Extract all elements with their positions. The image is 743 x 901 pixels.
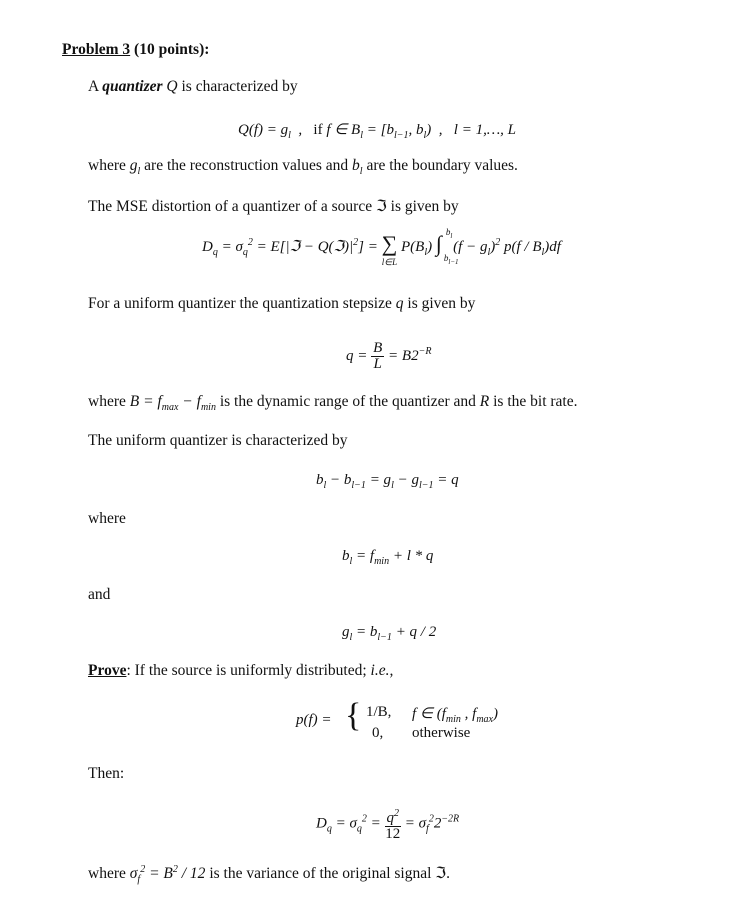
- mse-end: is given by: [390, 198, 459, 215]
- problem-heading: [62, 41, 209, 59]
- pdf-brace: {: [345, 697, 362, 734]
- where1-post: are the boundary values.: [366, 157, 518, 174]
- uniform-equation: $b_l - b_{l-1} = g_l - g_{l-1} = q$: [316, 472, 459, 491]
- where1-pre: where: [88, 157, 126, 174]
- range-line: where $B = f_{max} - f_{min}$ is the dynamic range of the quantizer and R is the bit rate.: [88, 393, 578, 414]
- where2-post: is the bit rate.: [493, 393, 578, 410]
- where-last-post: is the variance of the original signal: [209, 865, 432, 883]
- where-line: where: [88, 510, 126, 527]
- intro-var: Q: [166, 78, 178, 95]
- problem-label: Problem 3: [62, 41, 131, 58]
- boundary-equation: $b_l = f_{min} + l * q$: [342, 548, 434, 567]
- variance-line: where $\sigma_f^2 = B^2 / 12$ is the variance of the original signal ℑ.: [88, 864, 450, 886]
- mse-text: The MSE distortion of a quantizer of a source: [88, 198, 373, 215]
- pdf-case1-value: 1/B,: [366, 704, 392, 720]
- where-last-pre: where: [88, 865, 126, 883]
- pdf-case1-cond: f ∈ ($f_{min}$ , $f_{max}$): [412, 706, 498, 725]
- prove-text: : If the source is uniformly distributed;: [126, 662, 367, 679]
- then-line: Then:: [88, 765, 125, 782]
- uniform-text: For a uniform quantizer the quantization stepsize: [88, 295, 392, 312]
- intro-post: is characterized by: [181, 78, 298, 95]
- intro-pre: A: [88, 78, 99, 95]
- prove-label: Prove: [88, 662, 127, 679]
- and-line: and: [88, 586, 111, 603]
- pdf-case2-value: 0,: [372, 725, 384, 741]
- intro-term: quantizer: [102, 78, 163, 95]
- mse-line: The MSE distortion of a quantizer of a source ℑ is given by: [88, 197, 459, 215]
- distortion-equation: $D_q = \sigma_q^2$ = E[|ℑ − $Q(ℑ)|^2$] = ∑ l∈L $P(B_l)$ ∫ $b_l$ $b_{l-1}$ $(f - g_l)^2$ $p(f / B_l)df$: [202, 227, 561, 267]
- intro-line: [88, 78, 298, 96]
- where2-mid: is the dynamic range of the quantizer and: [219, 393, 476, 410]
- recon-equation: $g_l = b_{l-1} + q / 2$: [342, 624, 437, 643]
- result-equation: $D_q = \sigma_q^2$ = $\frac{q^2}{12}$ = $\sigma_f^22^{-2R}$: [316, 808, 460, 842]
- prove-line: [88, 662, 393, 680]
- pdf-label: p(f) =: [296, 712, 332, 728]
- stepsize-equation: q = $\frac{B}{L}$ = $B2^{-R}$: [346, 340, 432, 372]
- pdf-case2-cond: otherwise: [412, 725, 471, 741]
- prove-ie: i.e.,: [370, 662, 394, 679]
- problem-points: (10 points):: [134, 41, 210, 58]
- where2-pre: where: [88, 393, 126, 410]
- where-recon-line: where $g_l$ are the reconstruction values and $b_l$ are the boundary values.: [88, 157, 518, 178]
- where1-mid: are the reconstruction values and: [144, 157, 349, 174]
- uniform-line: For a uniform quantizer the quantization stepsize q is given by: [88, 295, 476, 312]
- characterized-line: The uniform quantizer is characterized by: [88, 432, 348, 449]
- quantizer-equation: $Q(f) = g_l$ , if f ∈ $B_l = [b_{l-1}$, $b_l$) , l = 1,…, L: [238, 122, 517, 141]
- uniform-end: is given by: [407, 295, 476, 312]
